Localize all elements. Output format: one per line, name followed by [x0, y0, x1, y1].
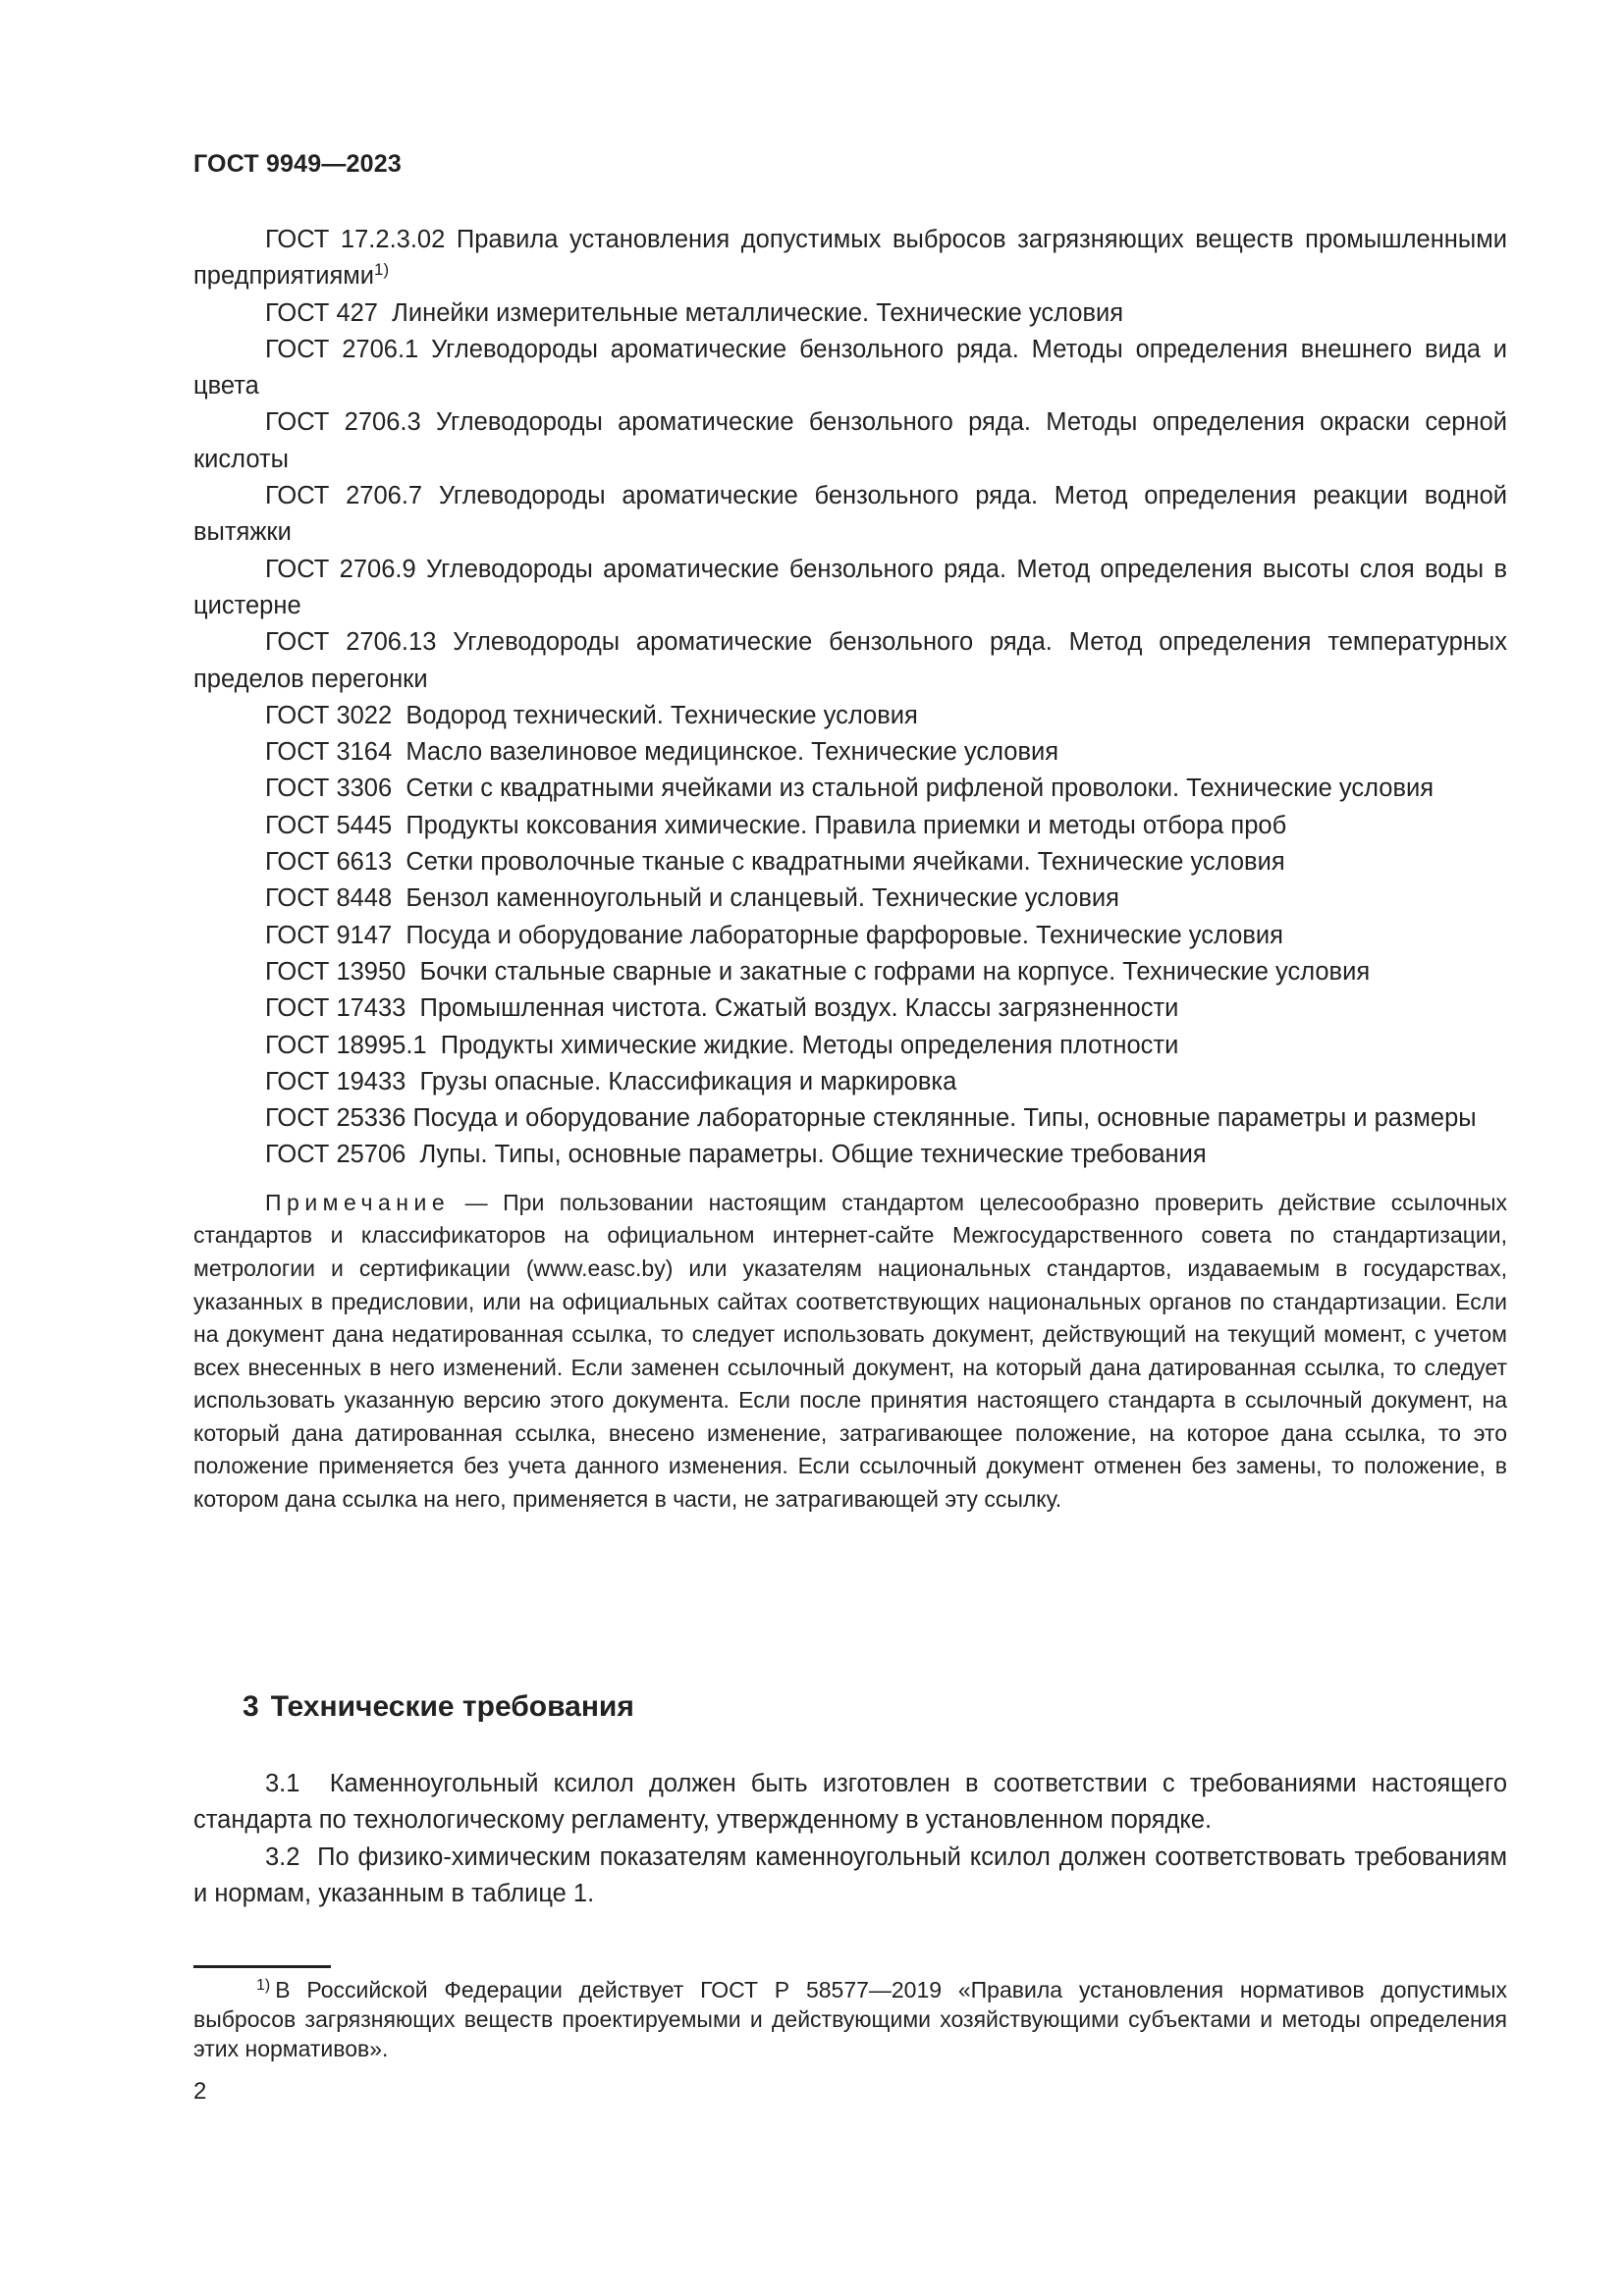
reference-item — [193, 222, 1507, 295]
reference-title: Углеводороды ароматические бензольного ряда. Метод определения температурных пределов перегонки — [193, 628, 1508, 693]
clause-text: Каменноугольный ксилол должен быть изготовлен в соответствии с требованиями настоящего стандарта по технологическому регламенту, утвержденному в установленном порядке. — [193, 1770, 1508, 1835]
reference-item — [193, 771, 1507, 807]
reference-code: ГОСТ 19433 — [265, 1067, 406, 1095]
reference-code: ГОСТ 2706.3 — [265, 408, 421, 437]
reference-code: ГОСТ 13950 — [265, 957, 406, 986]
reference-title: Грузы опасные. Классификация и маркировка — [419, 1067, 957, 1095]
reference-title: Углеводороды ароматические бензольного ряда. Методы определения окраски серной кислоты — [193, 408, 1508, 473]
reference-title: Лупы. Типы, основные параметры. Общие технические требования — [419, 1141, 1207, 1169]
reference-title: Линейки измерительные металлические. Технические условия — [392, 298, 1124, 327]
reference-code: ГОСТ 25336 — [265, 1104, 406, 1133]
reference-item — [193, 808, 1507, 844]
footnote — [193, 1975, 1507, 2063]
reference-item — [193, 295, 1507, 332]
reference-code: ГОСТ 3022 — [265, 701, 393, 729]
section-heading — [243, 1690, 634, 1724]
reference-item — [193, 478, 1507, 552]
reference-code: ГОСТ 2706.1 — [265, 335, 419, 363]
reference-code: ГОСТ 25706 — [265, 1141, 406, 1169]
reference-item — [193, 954, 1507, 990]
reference-title: Углеводороды ароматические бензольного ряда. Методы определения внешнего вида и цвета — [193, 335, 1508, 400]
section-title: Технические требования — [270, 1690, 634, 1723]
reference-item — [193, 624, 1507, 698]
clause-paragraph — [193, 1766, 1507, 1840]
reference-title: Углеводороды ароматические бензольного ряда. Метод определения высоты слоя воды в цистерне — [193, 555, 1507, 619]
reference-item — [193, 881, 1507, 917]
reference-title: Промышленная чистота. Сжатый воздух. Классы загрязненности — [419, 994, 1179, 1023]
reference-title: Углеводороды ароматические бензольного ряда. Метод определения реакции водной вытяжки — [193, 482, 1507, 547]
reference-code: ГОСТ 5445 — [265, 811, 393, 839]
reference-code: ГОСТ 18995.1 — [265, 1031, 427, 1059]
reference-title: Бочки стальные сварные и закатные с гофрами на корпусе. Технические условия — [419, 957, 1371, 986]
footnote-mark: 1) — [256, 1977, 271, 1994]
reference-item — [193, 990, 1507, 1027]
reference-code: ГОСТ 427 — [265, 298, 378, 327]
reference-title: Правила установления допустимых выбросов загрязняющих веществ промышленными предприятиями — [193, 226, 1507, 291]
reference-code: ГОСТ 3306 — [265, 774, 393, 803]
reference-code: ГОСТ 8448 — [265, 884, 393, 913]
reference-item — [193, 404, 1507, 478]
reference-code: ГОСТ 2706.9 — [265, 555, 416, 583]
note-text: — При пользовании настоящим стандартом целесообразно проверить действие ссылочных стандартов и классификаторов на официальном интернет-сайте Межгосударственного совета по стандартизации, метрологии и сертификации (www.easc.by) или указателям национальных стандартов, издаваемым в государствах, указанных в предисловии, или на официальных сайтах соответствующих национальных органов по стандартизации. Если на документ дана недатированная ссылка, то следует использовать документ, действующий на текущий момент, с учетом всех внесенных в него изменений. Если заменен ссылочный документ, на который дана датированная ссылка, то следует использовать указанную версию этого документа. Если после принятия настоящего стандарта в ссылочный документ, на который дана датированная ссылка, внесено изменение, затрагивающее положение, на которое дана ссылка, то это положение применяется без учета данного изменения. Если ссылочный документ отменен без замены, то положение, в котором дана ссылка на него, применяется в части, не затрагивающей эту ссылку. — [193, 1189, 1507, 1513]
clause-number: 3.1 — [265, 1770, 300, 1797]
reference-item — [193, 844, 1507, 881]
clause-paragraph — [193, 1840, 1507, 1913]
reference-title: Бензол каменноугольный и сланцевый. Технические условия — [406, 884, 1119, 913]
reference-item — [193, 1028, 1507, 1064]
normative-references-list — [193, 222, 1507, 1539]
reference-item — [193, 332, 1507, 405]
clause-text: По физико-химическим показателям каменноугольный ксилол должен соответствовать требованиям и нормам, указанным в таблице 1. — [193, 1842, 1508, 1907]
reference-code: ГОСТ 9147 — [265, 921, 393, 949]
reference-title: Масло вазелиновое медицинское. Технические условия — [406, 738, 1059, 767]
reference-title: Продукты химические жидкие. Методы определения плотности — [440, 1031, 1179, 1059]
reference-title: Сетки с квадратными ячейками из стальной рифленой проволоки. Технические условия — [406, 774, 1435, 803]
clause-number: 3.2 — [265, 1842, 300, 1871]
reference-code: ГОСТ 17433 — [265, 994, 406, 1023]
footnote-marker[interactable]: 1) — [374, 260, 390, 280]
reference-title: Водород технический. Технические условия — [406, 701, 918, 729]
reference-code: ГОСТ 2706.7 — [265, 482, 423, 510]
footnote-separator — [193, 1965, 331, 1968]
reference-code: ГОСТ 3164 — [265, 738, 393, 767]
reference-title: Посуда и оборудование лабораторные фарфоровые. Технические условия — [406, 921, 1283, 949]
page-number: 2 — [193, 2078, 207, 2105]
section-number: 3 — [243, 1690, 259, 1723]
note-paragraph — [193, 1187, 1507, 1517]
document-id-header: ГОСТ 9949—2023 — [193, 150, 402, 178]
reference-item — [193, 1137, 1507, 1173]
reference-item — [193, 698, 1507, 734]
reference-title: Сетки проволочные тканые с квадратными ячейками. Технические условия — [406, 848, 1285, 877]
reference-item — [193, 1064, 1507, 1100]
reference-code: ГОСТ 6613 — [265, 848, 393, 877]
reference-item — [193, 1100, 1507, 1137]
note-label: Примечание — [265, 1189, 451, 1215]
reference-code: ГОСТ 17.2.3.02 — [265, 226, 446, 253]
section-body — [193, 1766, 1507, 1912]
reference-title: Продукты коксования химические. Правила приемки и методы отбора проб — [406, 811, 1287, 839]
reference-item — [193, 734, 1507, 771]
reference-item — [193, 918, 1507, 954]
footnote-text: В Российской Федерации действует ГОСТ Р 58577—2019 «Правила установления нормативов допустимых выбросов загрязняющих веществ проектируемыми и действующими хозяйствующими субъектами и методы определения этих нормативов». — [193, 1977, 1507, 2061]
reference-title: Посуда и оборудование лабораторные стеклянные. Типы, основные параметры и размеры — [412, 1104, 1477, 1133]
reference-item — [193, 552, 1507, 625]
reference-code: ГОСТ 2706.13 — [265, 628, 437, 657]
